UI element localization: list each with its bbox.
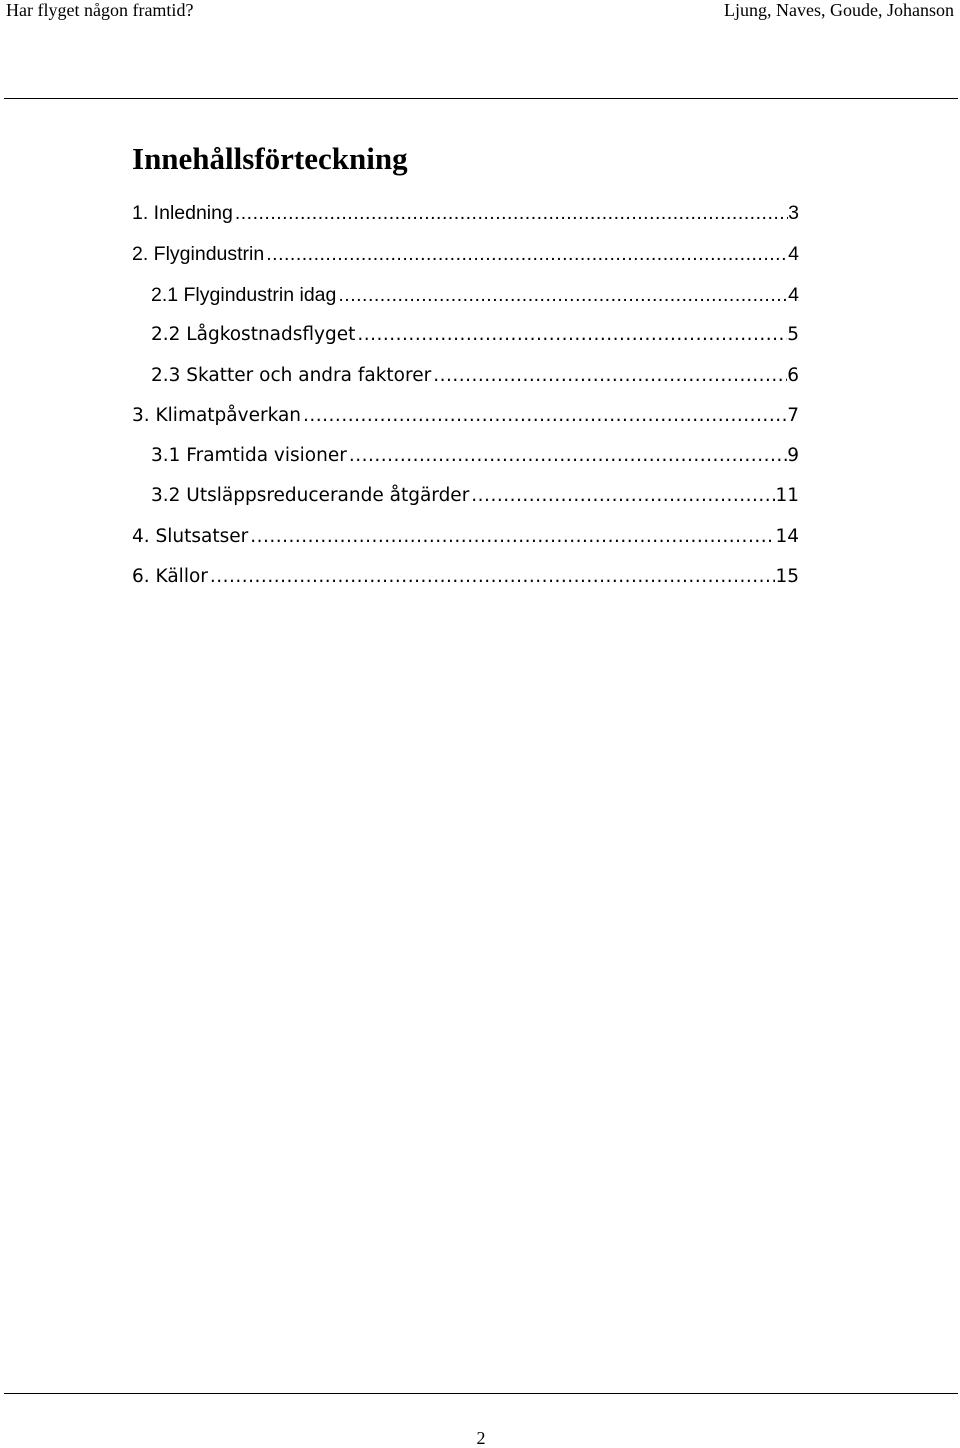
toc-entry-flygindustrin-idag[interactable] [151, 283, 799, 307]
toc-entry-utslappsreducerande[interactable] [151, 484, 799, 508]
toc-entry-klimatpaverkan[interactable] [132, 404, 799, 428]
toc-entry-page: 4 [788, 284, 799, 306]
toc-entry-page: 9 [787, 445, 799, 466]
toc-entry-flygindustrin[interactable] [132, 242, 799, 266]
toc-entry-inledning[interactable] [132, 201, 799, 225]
toc-entry-label: 3. Klimatpåverkan [132, 405, 302, 426]
footer-divider [4, 1393, 958, 1394]
toc-entry-page: 3 [788, 202, 799, 224]
toc-heading: Innehållsförteckning [132, 141, 408, 176]
toc-entry-label: 2. Flygindustrin [132, 243, 265, 265]
toc-dot-leader [208, 565, 776, 589]
toc-entry-label: 4. Slutsatser [132, 526, 249, 547]
toc-dot-leader [301, 404, 787, 428]
toc-entry-label: 2.2 Lågkostnadsflyget [151, 324, 356, 345]
toc-dot-leader [355, 323, 787, 347]
running-header-authors: Ljung, Naves, Goude, Johanson [724, 0, 954, 20]
toc-entry-page: 15 [775, 566, 799, 587]
toc-dot-leader [347, 444, 787, 468]
toc-entry-page: 14 [775, 526, 799, 547]
header-divider [4, 98, 958, 99]
toc-entry-label: 1. Inledning [132, 202, 233, 224]
toc-entry-label: 2.1 Flygindustrin idag [151, 284, 337, 306]
toc-entry-skatter[interactable] [151, 364, 799, 388]
toc-entry-framtida-visioner[interactable] [151, 444, 799, 468]
toc-entry-page: 4 [788, 243, 799, 265]
toc-entry-page: 7 [787, 405, 799, 426]
toc-entry-page: 11 [775, 485, 799, 506]
toc-dot-leader [264, 242, 788, 266]
toc-dot-leader [469, 484, 775, 508]
page-number: 2 [476, 1428, 486, 1448]
toc-entry-page: 6 [787, 365, 799, 386]
toc-dot-leader [233, 201, 788, 225]
toc-entry-label: 3.1 Framtida visioner [151, 445, 347, 466]
toc-entry-slutsatser[interactable] [132, 525, 799, 549]
toc-dot-leader [336, 283, 788, 307]
toc-entry-label: 2.3 Skatter och andra faktorer [151, 365, 432, 386]
toc-dot-leader [248, 525, 775, 549]
toc-entry-label: 6. Källor [132, 566, 208, 587]
toc-entry-kallor[interactable] [132, 565, 799, 589]
toc-entry-page: 5 [787, 324, 799, 345]
toc-entry-label: 3.2 Utsläppsreducerande åtgärder [151, 485, 470, 506]
running-header-title: Har flyget någon framtid? [6, 0, 194, 20]
toc-entry-lagkostnadsflyget[interactable] [151, 323, 799, 347]
toc-dot-leader [431, 364, 787, 388]
